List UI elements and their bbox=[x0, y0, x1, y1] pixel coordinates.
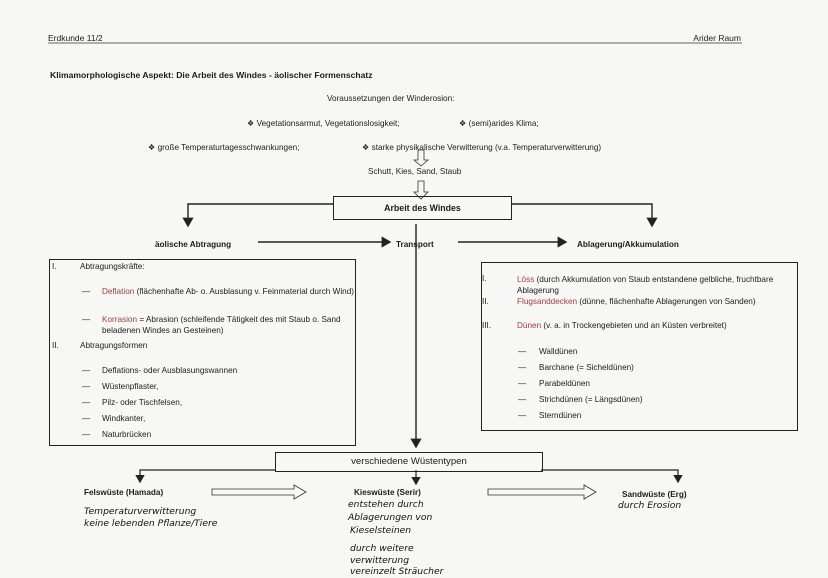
form-item: Deflations- oder Ausblasungswannen bbox=[102, 366, 238, 375]
form-item: Wüstenpflaster, bbox=[102, 382, 159, 391]
desert-sand: Sandwüste (Erg) bbox=[622, 490, 687, 499]
left-num-1: I. bbox=[52, 262, 57, 271]
arrow-to-abtragung bbox=[188, 204, 333, 226]
header-right: Arider Raum bbox=[693, 33, 741, 43]
page-title: Klimamorphologische Aspekt: Die Arbeit des Windes - äolischer Formenschatz bbox=[50, 70, 373, 80]
form-item: Naturbrücken bbox=[102, 430, 152, 439]
dune-item: Walldünen bbox=[539, 347, 578, 356]
note-kies-4: durch weitere bbox=[350, 543, 414, 554]
prereq-item-3: ❖ große Temperaturtagesschwankungen; bbox=[148, 143, 300, 152]
note-fels-1: Temperaturverwitterung bbox=[84, 506, 197, 517]
korrasion-item: Korrasion = Abrasion (schleifende Tätigkeit des mit Staub o. Sand beladenen Windes an Gesteinen) bbox=[102, 315, 341, 335]
desert-types-label: verschiedene Wüstentypen bbox=[351, 456, 467, 467]
arrow-to-ablagerung bbox=[512, 204, 652, 226]
prereq-item-1: ❖ Vegetationsarmut, Vegetationslosigkeit; bbox=[247, 119, 400, 128]
note-kies-5: verwitterung bbox=[350, 555, 410, 566]
note-fels-2: keine lebenden Pflanze/Tiere bbox=[84, 518, 218, 529]
dash-icon: — bbox=[518, 379, 527, 388]
dash-icon: — bbox=[518, 363, 527, 372]
bullet-icon: ❖ bbox=[148, 143, 156, 152]
dune-item: Barchane (= Sicheldünen) bbox=[539, 363, 634, 372]
note-kies-3: Kieselsteinen bbox=[350, 525, 412, 536]
form-item: Pilz- oder Tischfelsen, bbox=[102, 398, 183, 407]
note-kies-6: vereinzelt Sträucher bbox=[350, 566, 444, 577]
dash-icon: — bbox=[518, 395, 527, 404]
bullet-icon: ❖ bbox=[362, 143, 370, 152]
center-box-label: Arbeit des Windes bbox=[384, 203, 461, 213]
prereq-item-2: ❖ (semi)arides Klima; bbox=[459, 119, 539, 128]
branch-abtragung: äolische Abtragung bbox=[155, 240, 232, 249]
flugsand-item: Flugsanddecken (dünne, flächenhafte Ablagerungen von Sanden) bbox=[517, 297, 756, 306]
center-box bbox=[333, 196, 512, 220]
left-num-2: II. bbox=[52, 341, 59, 350]
dash-icon: — bbox=[82, 315, 91, 324]
right-num-2: II. bbox=[482, 297, 489, 306]
note-kies-2: Ablagerungen von bbox=[348, 512, 433, 523]
dune-item: Strichdünen (= Längsdünen) bbox=[539, 395, 643, 404]
dune-item: Parabeldünen bbox=[539, 379, 590, 388]
duenen-item: Dünen (v. a. in Trockengebieten und an Küsten verbreitet) bbox=[517, 321, 727, 330]
dash-icon: — bbox=[82, 398, 91, 407]
bullet-icon: ❖ bbox=[247, 119, 255, 128]
bullet-icon: ❖ bbox=[459, 119, 467, 128]
dash-icon: — bbox=[82, 287, 91, 296]
dash-icon: — bbox=[82, 430, 91, 439]
form-item: Windkanter, bbox=[102, 414, 146, 423]
arrow-to-sand bbox=[541, 470, 678, 482]
arrow-to-fels bbox=[140, 470, 275, 482]
branch-ablagerung: Ablagerung/Akkumulation bbox=[577, 240, 679, 249]
desert-kies: Kieswüste (Serir) bbox=[354, 488, 421, 497]
material-list: Schutt, Kies, Sand, Staub bbox=[368, 167, 462, 176]
dash-icon: — bbox=[518, 411, 527, 420]
desert-fels: Felswüste (Hamada) bbox=[84, 488, 164, 497]
deflation-item: Deflation (flächenhafte Ab- o. Ausblasung v. Feinmaterial durch Wind) bbox=[102, 287, 354, 296]
dash-icon: — bbox=[518, 347, 527, 356]
dash-icon: — bbox=[82, 382, 91, 391]
hollow-arrow-kies-sand bbox=[488, 485, 596, 499]
right-num-3: III. bbox=[482, 321, 492, 330]
dash-icon: — bbox=[82, 366, 91, 375]
prereq-item-4: ❖ starke physikalische Verwitterung (v.a. Temperaturverwitterung) bbox=[362, 143, 602, 152]
hollow-arrow-fels-kies bbox=[212, 485, 306, 499]
branch-transport: Transport bbox=[396, 240, 434, 249]
right-num-1: I. bbox=[482, 274, 487, 283]
header-left: Erdkunde 11/2 bbox=[48, 33, 103, 43]
left-heading-2: Abtragungsformen bbox=[80, 341, 148, 350]
left-heading-1: Abtragungskräfte: bbox=[80, 262, 145, 271]
prereq-heading: Voraussetzungen der Winderosion: bbox=[327, 94, 455, 103]
hollow-arrow-1 bbox=[414, 150, 428, 166]
loess-item: Löss (durch Akkumulation von Staub entstandene gelbliche, fruchtbare Ablagerung bbox=[517, 275, 774, 295]
note-sand-1: durch Erosion bbox=[618, 500, 682, 511]
note-kies-1: entstehen durch bbox=[348, 499, 424, 510]
dash-icon: — bbox=[82, 414, 91, 423]
desert-types-box bbox=[275, 452, 543, 472]
dune-item: Sterndünen bbox=[539, 411, 582, 420]
